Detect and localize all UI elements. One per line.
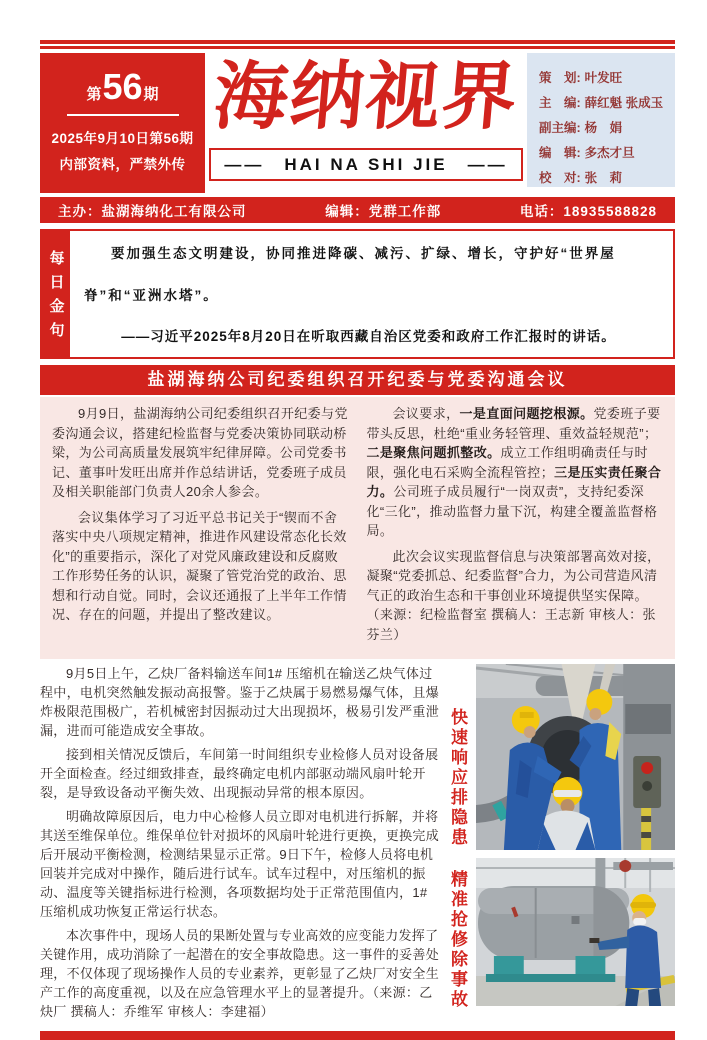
page-content bbox=[40, 40, 675, 1040]
staff-row-planner: 策 划: 叶发旺 bbox=[539, 71, 623, 85]
issue-number-line bbox=[86, 65, 159, 107]
staff-row-chief-editor: 主 编: 薛红魁 张成玉 bbox=[539, 96, 664, 110]
photo-compressor-repair bbox=[476, 664, 675, 850]
article2-paragraph: 明确故障原因后，电力中心检修人员立即对电机进行拆解，并将其送至维保单位。维保单位针对损坏的风扇叶轮进行更换，更换完成后开展动平衡检测，检测结果显示正常。9日下午，检修人员将电机回装并完成对中操作，随后进行试车。试车过程中，对压缩机的振动、温度等关键指标进行检测，各项数据均处于正常范围值内，1#压缩机成功恢复正常运行状态。 bbox=[40, 809, 440, 919]
article1-body bbox=[40, 397, 675, 659]
article2-body bbox=[40, 664, 675, 1026]
top-rule-thin bbox=[40, 46, 675, 49]
article2-paragraph: 本次事件中，现场人员的果断处置与专业高效的应变能力发挥了关键作用，成功消除了一起潜在的安全事故隐患。这一事件的妥善处理，不仅体现了现场操作人员的专业素养，更彰显了乙炔厂对安全生产工作的高度重视，以及在应急管理水平上的显著提升。（来源：乙炔厂 撰稿人：乔维军 审核人：李建福） bbox=[40, 928, 440, 1019]
editor-label: 编辑：党群工作部 bbox=[325, 204, 442, 219]
photo-vertical-caption: 快速响应排隐患 精准抢修除事故 bbox=[448, 708, 467, 1010]
newsletter-subtitle: —— HAI NA SHI JIE —— bbox=[209, 148, 523, 181]
confidential-notice: 内部资料，严禁外传 bbox=[59, 156, 186, 172]
issue-prefix: 第 bbox=[86, 85, 102, 103]
daily-quote-body bbox=[70, 231, 673, 357]
issue-suffix: 期 bbox=[143, 85, 159, 103]
article1-paragraph: 会议要求，一是直面问题挖根源。党委班子要带头反思，杜绝“重业务轻管理、重效益轻规范”；二是聚焦问题抓整改。成立工作组明确责任与时限，强化电石采购全流程管控；三是压实责任聚合力。公司班子成员履行“一岗双责”，支持纪委深化“三化”，推动监督力量下沉，构建全覆盖监督格局。 bbox=[366, 406, 662, 538]
article2-paragraph: 9月5日上午，乙炔厂备料输送车间1# 压缩机在输送乙炔气体过程中，电机突然触发振动高报警。鉴于乙炔属于易燃易爆气体，且爆炸极限范围极广，若机械密封因振动过大出现损坏，极易引发严重泄漏，进而可能造成安全事故。 bbox=[40, 666, 440, 738]
masthead bbox=[40, 53, 675, 193]
article2-paragraph: 接到相关情况反馈后，车间第一时间组织专业检修人员对设备展开全面检查。经过细致排查，最终确定电机内部驱动端风扇叶轮开裂，是导致设备动平衡失效、出现振动异常的根本原因。 bbox=[40, 747, 439, 800]
staff-row-deputy-editor: 副主编: 杨 娟 bbox=[539, 121, 623, 135]
photo-column bbox=[476, 664, 675, 1026]
title-block bbox=[205, 53, 527, 193]
issue-divider bbox=[67, 114, 179, 116]
issue-box bbox=[40, 53, 205, 193]
photo-tank-inspection bbox=[476, 858, 675, 1006]
article1-left-column bbox=[52, 404, 349, 650]
daily-quote-attribution: ——习近平2025年8月20日在听取西藏自治区党委和政府工作汇报时的讲话。 bbox=[121, 329, 616, 344]
article1-right-column bbox=[367, 404, 664, 650]
daily-quote-box bbox=[40, 229, 675, 359]
staff-row-proofreader: 校 对: 张 莉 bbox=[539, 171, 623, 185]
organizer-label: 主办：盐湖海纳化工有限公司 bbox=[58, 204, 247, 219]
staff-box bbox=[527, 53, 675, 187]
article1-paragraph: 会议集体学习了习近平总书记关于“锲而不舍落实中央八项规定精神，推进作风建设常态化长效化”的重要指示，深化了对党风廉政建设和反腐败工作形势任务的认识，凝聚了管党治党的政治、思想和行动自觉。同时，会议还通报了上半年工作情况、存在的问题，并提出了整改建议。 bbox=[52, 509, 347, 622]
article1-paragraph: 9月9日，盐湖海纳公司纪委组织召开纪委与党委沟通会议，搭建纪检监督与党委决策协同联动桥梁，为公司高质量发展筑牢纪律屏障。公司党委书记、董事叶发旺出席并作总结讲话，党委班子成员及相关职能部门负责人20余人参会。 bbox=[52, 406, 348, 499]
phone-label: 电话：18935588828 bbox=[519, 204, 657, 219]
issue-number: 56 bbox=[102, 65, 143, 107]
daily-quote-text: 要加强生态文明建设，协同推进降碳、减污、扩绿、增长，守护好“世界屋脊”和“亚洲水塔”。 bbox=[84, 246, 616, 303]
top-rule-thick bbox=[40, 40, 675, 44]
info-bar bbox=[40, 197, 675, 223]
article2-text-column bbox=[40, 664, 440, 1026]
article1-paragraph: 此次会议实现监督信息与决策部署高效对接，凝聚“党委抓总、纪委监督”合力，为公司营造风清气正的政治生态和干事创业环境提供坚实保障。（来源：纪检监督室 撰稿人：王志新 审核人：张芬兰） bbox=[366, 548, 661, 642]
newsletter-title: 海纳视界 bbox=[210, 55, 522, 138]
issue-date: 2025年9月10日第56期 bbox=[51, 130, 194, 146]
daily-quote-label: 每日金句 bbox=[42, 231, 70, 357]
article1-headline: 盐湖海纳公司纪委组织召开纪委与党委沟通会议 bbox=[40, 365, 675, 395]
bottom-rule bbox=[40, 1031, 675, 1040]
staff-row-editor: 编 辑: 多杰才旦 bbox=[539, 146, 635, 160]
